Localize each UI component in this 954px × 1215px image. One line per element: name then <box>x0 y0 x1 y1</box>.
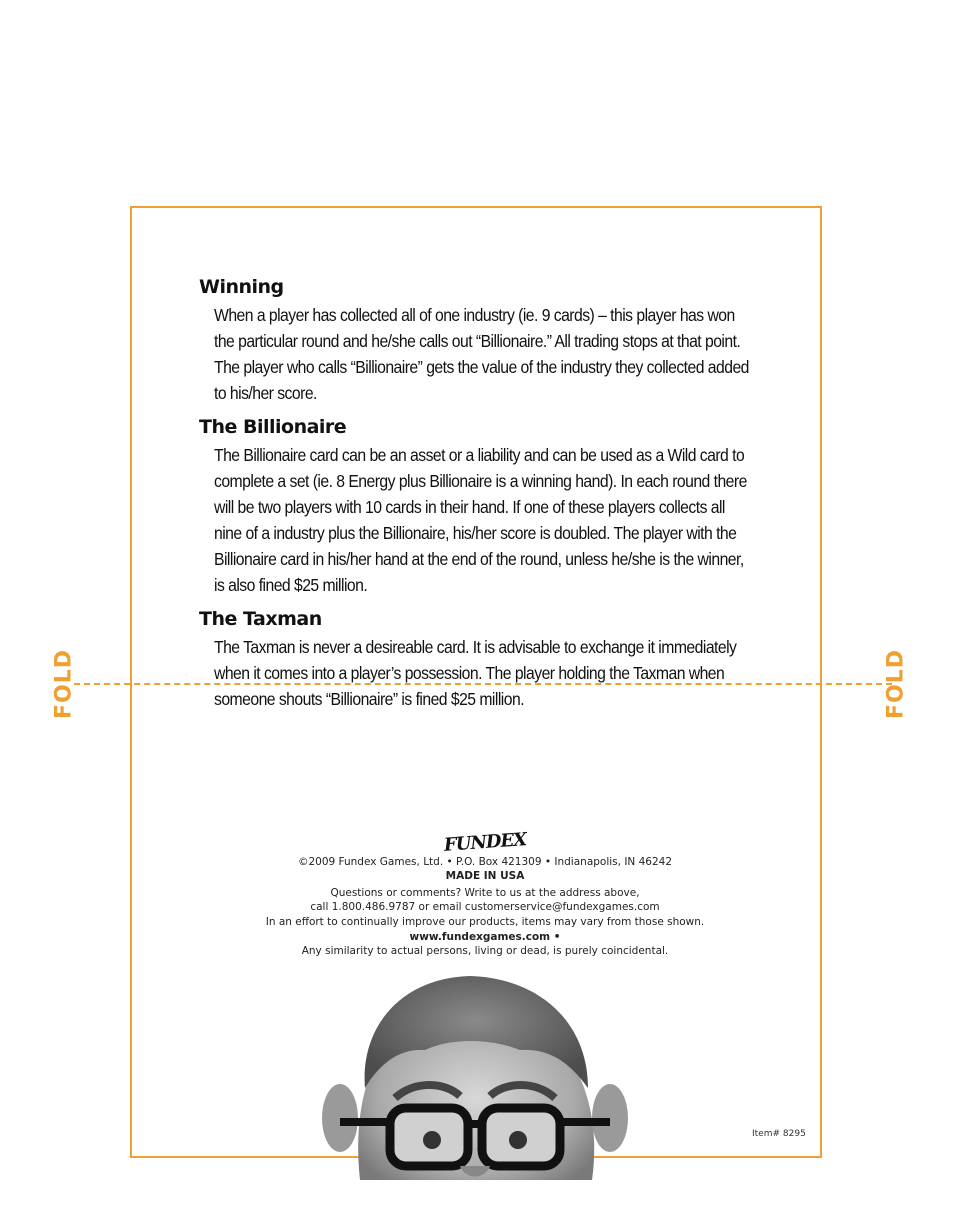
right-eye <box>509 1131 527 1149</box>
fold-label-left: FOLD <box>51 648 77 720</box>
section-heading-taxman: The Taxman <box>199 608 322 630</box>
left-temple <box>340 1118 392 1126</box>
questions-line-1: Questions or comments? Write to us at the address above, <box>330 886 640 899</box>
section-body-taxman: The Taxman is never a desireable card. It is advisable to exchange it immediately when it comes into a player’s possession. The player holding the Taxman when someone shouts “Billionaire” is fined $25 million. <box>214 637 737 709</box>
website-link[interactable]: www.fundexgames.com • <box>409 930 561 943</box>
made-in-label: MADE IN USA <box>445 870 525 883</box>
disclaimer-line: In an effort to continually improve our products, items may vary from those shown. <box>265 915 705 928</box>
right-temple <box>558 1118 610 1126</box>
section-body-billionaire: The Billionaire card can be an asset or a liability and can be used as a Wild card to complete a set (ie. 8 Energy plus Billionaire is a winning hand). In each round there will be two players with 10 cards in their hand. If one of these players collects all nine of a industry plus the Billionaire, his/her score is doubled. The player with the Billionaire card in his/her hand at the end of the round, unless he/she is the winner, is also fined $25 million. <box>214 445 747 595</box>
rules-content <box>199 274 759 720</box>
similarity-line: Any similarity to actual persons, living or dead, is purely coincidental. <box>301 945 669 958</box>
fold-label-right: FOLD <box>883 648 909 720</box>
fundex-logo: FUNDEX <box>443 829 527 856</box>
questions-line-2: call 1.800.486.9787 or email customerservice@fundexgames.com <box>310 901 660 914</box>
glasses-bridge <box>466 1120 484 1128</box>
footer <box>200 829 770 959</box>
section-heading-billionaire: The Billionaire <box>199 416 347 438</box>
item-number: Item# 8295 <box>752 1129 806 1139</box>
copyright-line: ©2009 Fundex Games, Ltd. • P.O. Box 421309 • Indianapolis, IN 46242 <box>297 855 673 868</box>
left-eye <box>423 1131 441 1149</box>
section-body-winning: When a player has collected all of one industry (ie. 9 cards) – this player has won the particular round and he/she calls out “Billionaire.” All trading stops at that point. The player who calls “Billionaire” gets the value of the industry they collected added to his/her score. <box>214 305 749 403</box>
taxman-illustration <box>320 968 630 1180</box>
section-heading-winning: Winning <box>199 276 284 298</box>
